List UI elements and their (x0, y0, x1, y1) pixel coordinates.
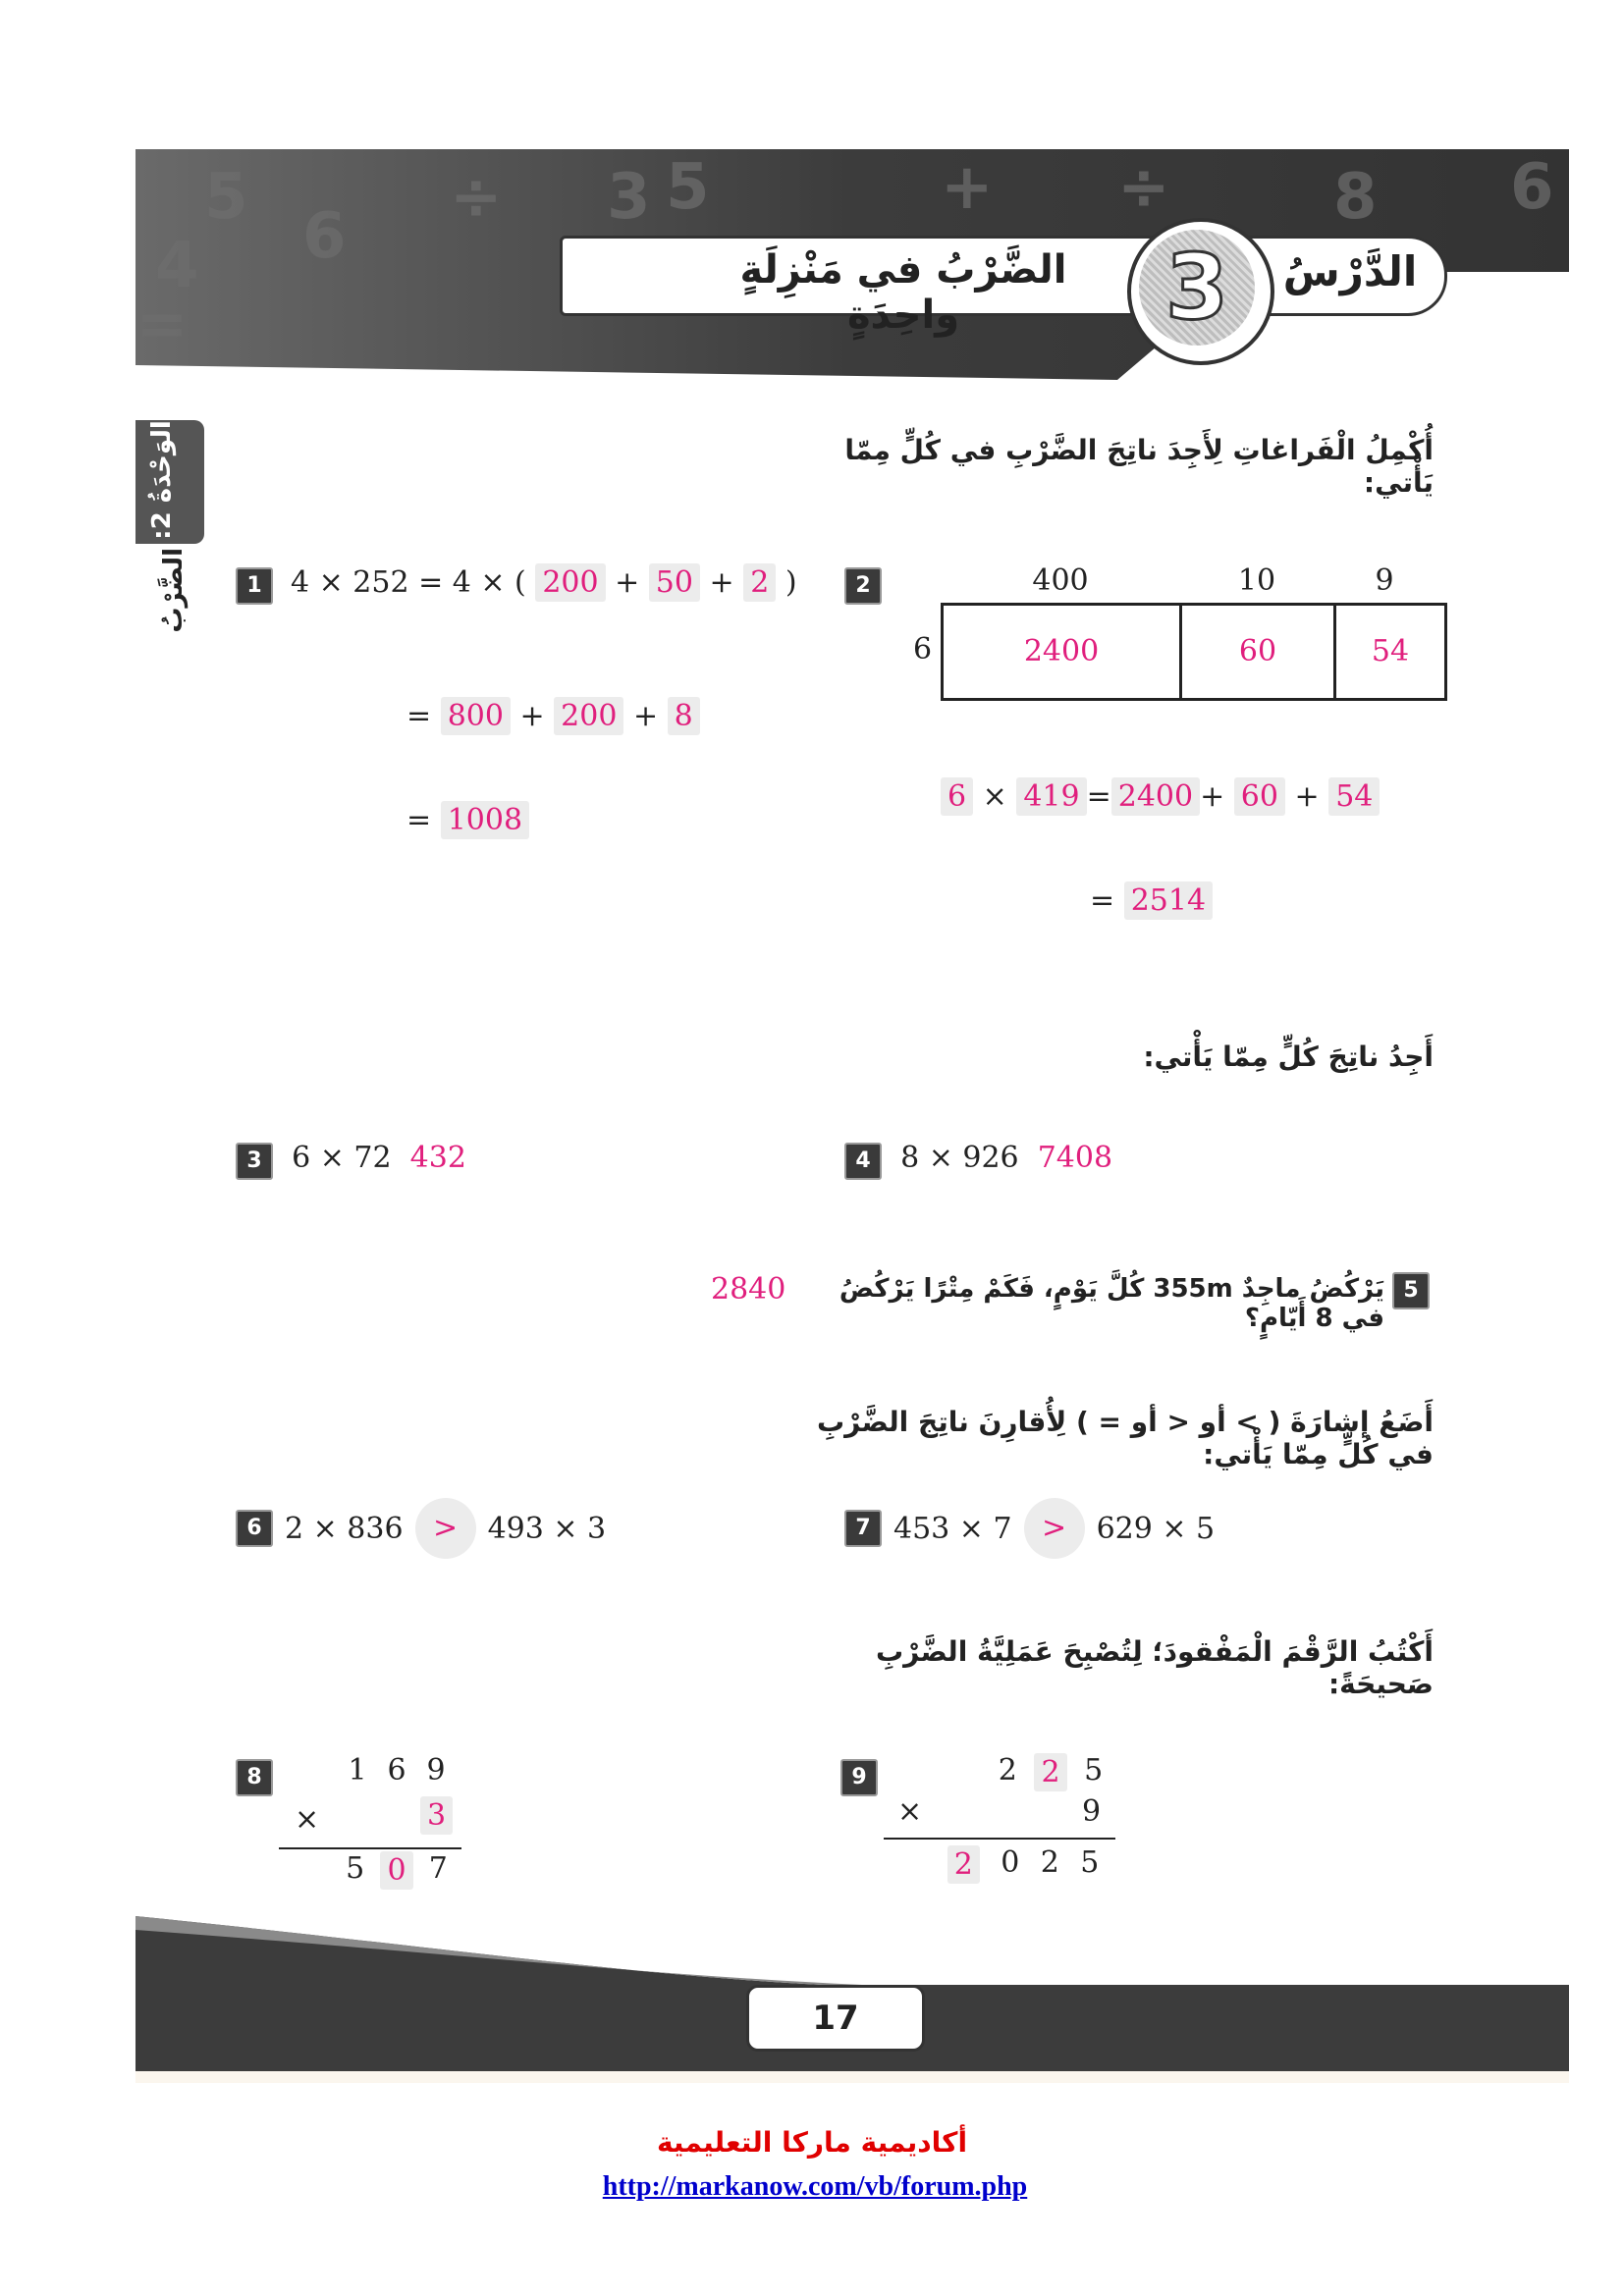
times-sign: × (295, 1802, 320, 1837)
answer-blank[interactable]: 419 (1016, 777, 1086, 816)
q1-line1: 4 × 252 = 4 × ( 200 + 50 + 2 ) (291, 565, 797, 600)
svg-text:4: 4 (155, 230, 199, 302)
q3-answer[interactable]: 432 (409, 1141, 466, 1175)
question-badge: 6 (236, 1510, 273, 1547)
answer-blank[interactable]: 2 (743, 563, 776, 602)
answer-blank[interactable]: 2514 (1124, 881, 1213, 920)
answer-blank[interactable]: 1008 (441, 801, 529, 839)
q7-left-expression: 453 × 7 (893, 1511, 1012, 1546)
compare-sign-circle[interactable]: > (1024, 1498, 1085, 1559)
question-badge: 3 (236, 1143, 273, 1180)
area-header: 9 (1375, 563, 1394, 598)
unit-label: الوَحْدَةُ 2: (147, 420, 177, 540)
sum-line (279, 1847, 461, 1849)
svg-text:6: 6 (1510, 151, 1554, 224)
equals-sign: = (1090, 883, 1115, 918)
answer-blank[interactable]: 200 (554, 697, 623, 735)
question-badge: 1 (236, 567, 273, 605)
q7-right-expression: 629 × 5 (1096, 1511, 1216, 1546)
answer-blank[interactable]: 200 (535, 563, 605, 602)
svg-text:3: 3 (607, 161, 651, 234)
times-sign: × (982, 779, 1007, 814)
q1-expression: 4 × 252 = 4 × ( (291, 565, 526, 600)
answer-blank[interactable]: 60 (1234, 777, 1285, 816)
question-3 (236, 1141, 466, 1180)
question-9 (840, 1759, 878, 1796)
area-row-label: 6 (913, 632, 933, 667)
svg-text:=: = (135, 289, 189, 361)
q1-line3 (406, 803, 529, 837)
instruction-compare: أَضَعُ إشارَةَ ( > أو < أو = ) لِأُقارِنَ ناتِجَ الضَّرْبِ في كُلٍّ مِمّا يَأْتي: (817, 1406, 1434, 1470)
academy-link[interactable]: http://markanow.com/vb/forum.php (602, 2171, 1028, 2202)
q4-answer[interactable]: 7408 (1037, 1141, 1113, 1175)
close-paren: ) (785, 565, 797, 600)
svg-text:5: 5 (666, 151, 710, 224)
svg-text:÷: ÷ (450, 161, 503, 234)
q2-line1: 6 × 419 = 2400 + 60 + 54 (941, 779, 1380, 814)
equals-sign: = (406, 699, 432, 733)
unit-title: الضَّرْبُ (159, 548, 189, 633)
digit: 2 (998, 1753, 1017, 1788)
answer-blank[interactable]: 54 (1328, 777, 1380, 816)
svg-text:6: 6 (302, 200, 347, 273)
compare-sign-circle[interactable]: > (415, 1498, 476, 1559)
question-8 (236, 1759, 273, 1796)
answer-blank[interactable]: 2 (947, 1845, 980, 1884)
q8-multiplier (420, 1798, 453, 1833)
digit: 5 (346, 1851, 365, 1886)
q5-word-problem: يَرْكُضُ ماجِدٌ 355m كُلَّ يَوْمٍ، فَكَمْ مِتْرًا يَرْكُضُ في 8 أَيّامٍ؟ (839, 1274, 1384, 1333)
answer-blank[interactable]: 800 (441, 697, 511, 735)
q6-right-expression: 493 × 3 (487, 1511, 607, 1546)
answer-blank[interactable]: 3 (420, 1796, 453, 1835)
digit: 2 (1040, 1845, 1059, 1880)
svg-text:÷: ÷ (1117, 151, 1170, 224)
question-1 (236, 567, 273, 605)
plus-sign: + (1200, 779, 1225, 814)
q8-top-row (338, 1753, 456, 1788)
q6-left-expression: 2 × 836 (285, 1511, 404, 1546)
instruction-find-product: أَجِدُ ناتِجَ كُلٍّ مِمّا يَأْتي: (1143, 1041, 1434, 1073)
digit: 5 (1080, 1845, 1100, 1880)
question-7 (844, 1498, 1215, 1559)
question-badge: 2 (844, 567, 882, 605)
academy-name: أكاديمية ماركا التعليمية (656, 2126, 968, 2159)
area-cell: 2400 (944, 606, 1182, 698)
q1-line2: = 800 + 200 + 8 (406, 699, 700, 733)
q4-expression: 8 × 926 (900, 1141, 1019, 1175)
lesson-word: الدَّرْسُ (1282, 247, 1418, 295)
instruction-complete-blanks: أُكْمِلُ الْفَراغاتِ لِأَجِدَ ناتِجَ الضَّرْبِ في كُلٍّ مِمّا يَأْتي: (844, 434, 1434, 499)
q9-multiplier: 9 (1082, 1794, 1102, 1829)
svg-text:8: 8 (1333, 161, 1378, 234)
answer-blank[interactable]: 6 (941, 777, 973, 816)
answer-blank[interactable]: 2400 (1111, 777, 1200, 816)
equals-sign: = (406, 803, 432, 837)
area-header: 10 (1237, 563, 1276, 598)
q2-line2 (1090, 883, 1213, 918)
question-6 (236, 1498, 606, 1559)
q9-top-row (990, 1753, 1111, 1791)
answer-blank[interactable]: 2 (1034, 1753, 1066, 1791)
question-2 (844, 567, 882, 605)
answer-blank[interactable]: 8 (668, 697, 700, 735)
times-sign: × (897, 1794, 923, 1829)
page-number: 17 (746, 1985, 925, 2052)
area-header: 400 (1032, 563, 1089, 598)
question-badge: 4 (844, 1143, 882, 1180)
svg-text:5: 5 (204, 161, 248, 234)
lesson-number: 3 (1139, 230, 1255, 346)
question-4 (844, 1141, 1112, 1180)
q3-expression: 6 × 72 (292, 1141, 392, 1175)
svg-text:+: + (941, 151, 994, 224)
answer-blank[interactable]: 0 (380, 1851, 412, 1890)
question-badge: 7 (844, 1510, 882, 1547)
digit: 7 (428, 1851, 448, 1886)
question-badge: 9 (840, 1759, 878, 1796)
question-badge: 8 (236, 1759, 273, 1796)
answer-blank[interactable]: 50 (649, 563, 700, 602)
question-5 (1392, 1272, 1430, 1309)
digit: 9 (426, 1753, 446, 1788)
digit: 6 (387, 1753, 406, 1788)
area-cell: 54 (1371, 634, 1410, 668)
digit: 1 (348, 1753, 367, 1788)
instruction-missing-digit: أَكْتُبُ الرَّقْمَ الْمَفْقودَ؛ لِتُصْبِحَ عَمَلِيَّةُ الضَّرْبِ صَحيحَةً: (876, 1635, 1434, 1700)
q9-result-row (937, 1845, 1110, 1884)
equals-sign: = (1086, 779, 1111, 814)
q5-answer[interactable]: 2840 (711, 1272, 786, 1307)
digit: 0 (1001, 1845, 1020, 1880)
area-cell: 60 (1182, 606, 1336, 698)
area-model-table (941, 603, 1447, 701)
lesson-title: الضَّرْبُ في مَنْزِلَةٍ واحِدَةٍ (739, 247, 1067, 338)
sum-line (884, 1838, 1115, 1840)
digit: 5 (1084, 1753, 1104, 1788)
question-badge: 5 (1392, 1272, 1430, 1309)
q8-result-row (338, 1851, 456, 1890)
